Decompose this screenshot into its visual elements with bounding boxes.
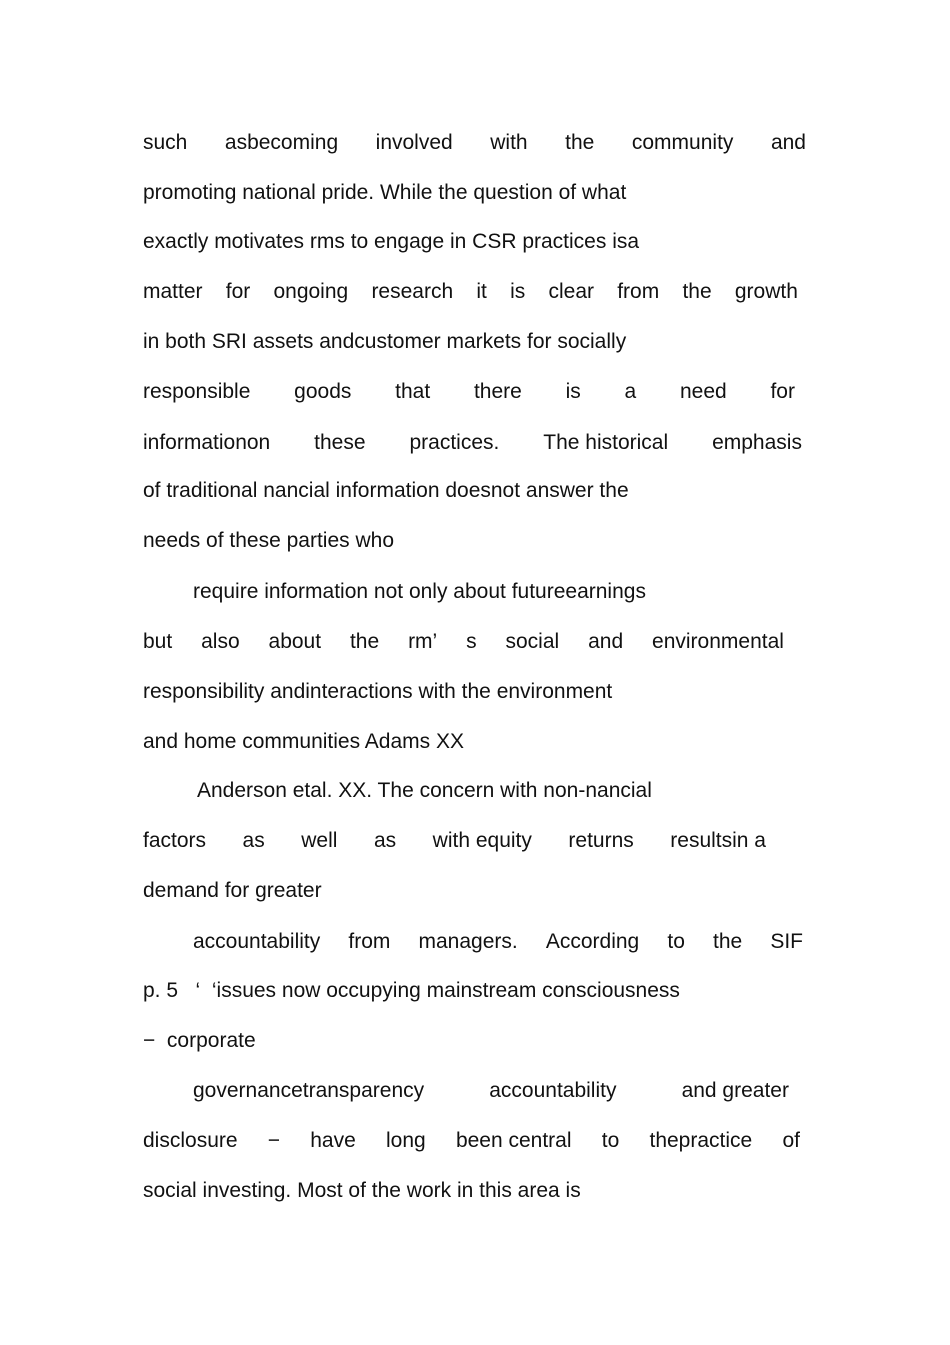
text-line: − corporate <box>143 1029 256 1052</box>
word: goods <box>294 380 352 403</box>
text-line: and home communities Adams XX <box>143 730 464 753</box>
word: from <box>348 930 391 953</box>
word: is <box>510 280 526 303</box>
word: SIF <box>770 930 803 953</box>
word: also <box>201 630 240 653</box>
text-line: Anderson etal. XX. The concern with non-nancial <box>197 779 652 802</box>
word: returns <box>568 829 634 852</box>
text-line <box>143 828 766 854</box>
word: accountability <box>193 930 321 953</box>
word: the <box>565 131 595 154</box>
word: asbecoming <box>224 131 339 154</box>
text-line: p. 5 ‘ ‘issues now occupying mainstream consciousness <box>143 979 680 1002</box>
word: a <box>624 380 637 403</box>
word: there <box>473 380 522 403</box>
word: as <box>242 829 265 852</box>
word: these <box>314 431 366 454</box>
word: the <box>682 280 712 303</box>
word: resultsin a <box>670 829 766 852</box>
word: governancetransparency <box>193 1079 425 1102</box>
text-line <box>143 430 802 456</box>
word: thepractice <box>649 1129 753 1152</box>
word: factors <box>143 829 207 852</box>
word: − <box>267 1129 281 1152</box>
word: social <box>505 630 560 653</box>
text-line <box>143 279 798 305</box>
word: research <box>371 280 454 303</box>
word: growth <box>734 280 798 303</box>
word: disclosure <box>143 1129 238 1152</box>
word: s <box>466 630 477 653</box>
text-line: demand for greater <box>143 879 322 902</box>
text-line: needs of these parties who <box>143 529 394 552</box>
word: According <box>545 930 640 953</box>
text-line: of traditional nancial information doesnot answer the <box>143 479 629 502</box>
text-line <box>193 1078 789 1104</box>
text-line <box>143 130 806 156</box>
word: environmental <box>652 630 784 653</box>
word: the <box>349 630 380 653</box>
word: and greater <box>681 1079 789 1102</box>
word: have <box>310 1129 356 1152</box>
text-line: promoting national pride. While the question of what <box>143 181 627 204</box>
word: but <box>143 630 173 653</box>
word: involved <box>375 131 453 154</box>
text-line: exactly motivates rms to engage in CSR practices isa <box>143 230 640 253</box>
word: such <box>143 131 188 154</box>
word: to <box>667 930 685 953</box>
word: clear <box>548 280 594 303</box>
word: for <box>770 380 795 403</box>
text-line: require information not only about futureearnings <box>193 580 646 603</box>
word: well <box>301 829 338 852</box>
text-line: social investing. Most of the work in this area is <box>143 1179 581 1202</box>
word: emphasis <box>712 431 802 454</box>
word: and <box>770 131 806 154</box>
word: need <box>679 380 727 403</box>
word: with equity <box>432 829 532 852</box>
word: that <box>395 380 431 403</box>
text-line <box>143 379 795 405</box>
word: informationon <box>143 431 271 454</box>
word: from <box>617 280 660 303</box>
word: responsible <box>143 380 251 403</box>
text-line: responsibility andinteractions with the environment <box>143 680 613 703</box>
word: matter <box>143 280 203 303</box>
text-line: in both SRI assets andcustomer markets for socially <box>143 330 627 353</box>
word: managers. <box>418 930 518 953</box>
word: with <box>490 131 528 154</box>
word: been central <box>455 1129 572 1152</box>
word: long <box>386 1129 426 1152</box>
word: ongoing <box>273 280 349 303</box>
text-line <box>143 629 784 655</box>
word: accountability <box>489 1079 617 1102</box>
word: the <box>713 930 743 953</box>
word: is <box>565 380 581 403</box>
text-line <box>143 1128 800 1154</box>
word: of <box>782 1129 800 1152</box>
word: it <box>476 280 487 303</box>
word: to <box>601 1129 620 1152</box>
word: for <box>225 280 251 303</box>
word: about <box>268 630 322 653</box>
text-line <box>193 929 803 955</box>
word: and <box>588 630 624 653</box>
word: as <box>373 829 397 852</box>
word: The historical <box>543 431 669 454</box>
word: practices. <box>409 431 500 454</box>
word: community <box>631 131 734 154</box>
word: rm’ <box>408 630 438 653</box>
